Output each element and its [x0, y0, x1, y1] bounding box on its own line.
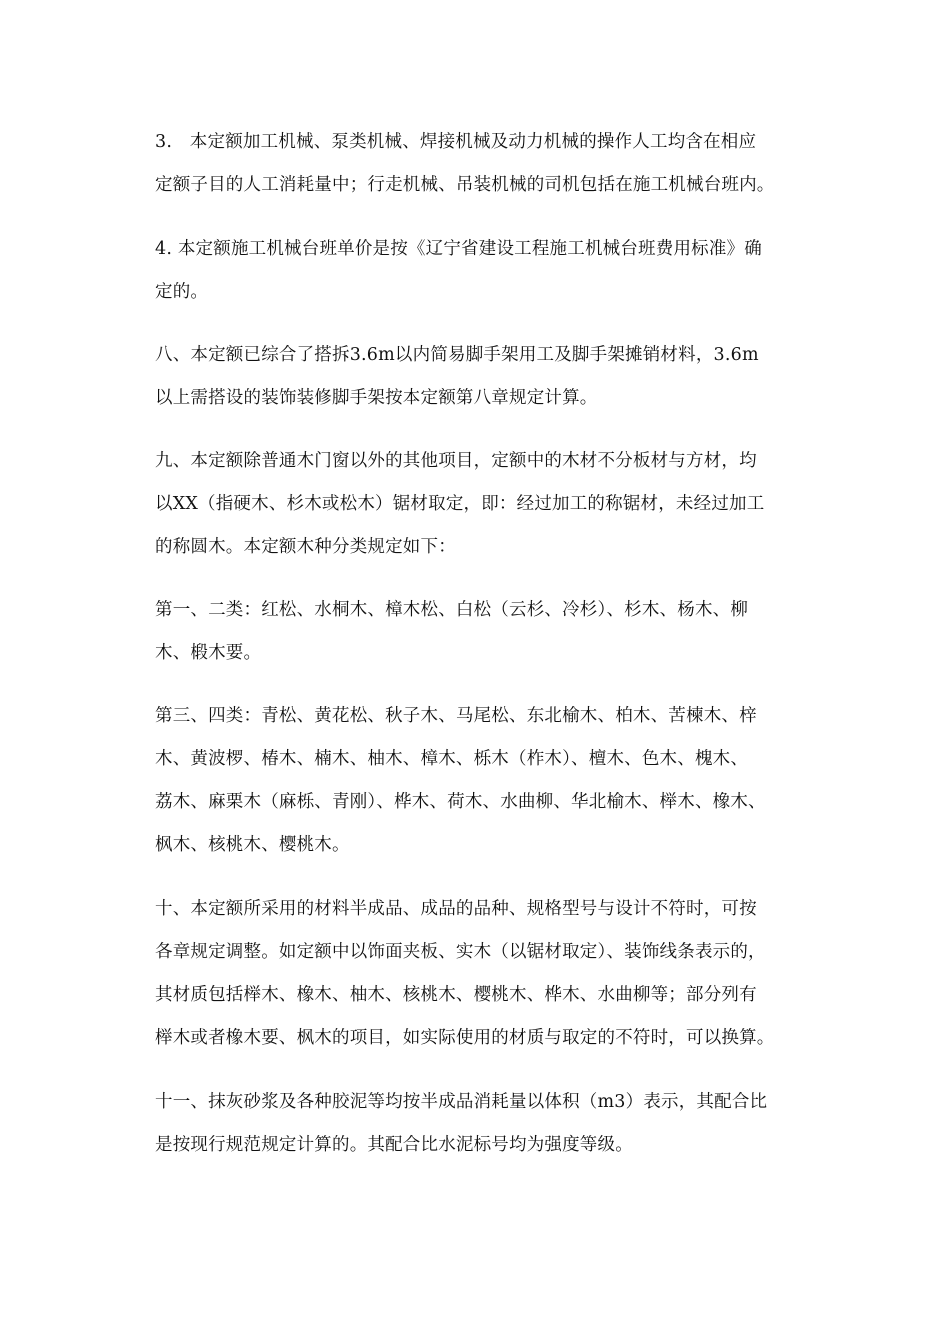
text-line: 4. 本定额施工机械台班单价是按《辽宁省建设工程施工机械台班费用标准》确 [155, 239, 762, 259]
text-line: 是按现行规范规定计算的。其配合比水泥标号均为强度等级。 [155, 1135, 633, 1155]
text-line: 木、黄波椤、椿木、楠木、柚木、樟木、栎木（柞木）、檀木、色木、槐木、 [155, 749, 749, 769]
text-line: 以XX（指硬木、杉木或松木）锯材取定，即：经过加工的称锯材，未经过加工 [155, 494, 765, 514]
text-line: 3. 本定额加工机械、泵类机械、焊接机械及动力机械的操作人工均含在相应 [155, 132, 757, 152]
text-line: 定额子目的人工消耗量中；行走机械、吊装机械的司机包括在施工机械台班内。 [155, 175, 775, 195]
text-line: 以上需搭设的装饰装修脚手架按本定额第八章规定计算。 [155, 388, 598, 408]
text-line: 其材质包括榉木、橡木、柚木、核桃木、樱桃木、桦木、水曲柳等；部分列有 [155, 985, 757, 1005]
text-line: 枫木、核桃木、樱桃木。 [155, 835, 350, 855]
paragraph-machinery-price [155, 228, 827, 314]
text-line: 十、本定额所采用的材料半成品、成品的品种、规格型号与设计不符时，可按 [155, 899, 757, 919]
paragraph-scaffolding [155, 334, 827, 420]
text-line: 荔木、麻栗木（麻栎、青刚）、桦木、荷木、水曲柳、华北榆木、榉木、橡木、 [155, 792, 766, 812]
text-line: 十一、抹灰砂浆及各种胶泥等均按半成品消耗量以体积（m3）表示，其配合比 [155, 1092, 768, 1112]
paragraph-wood-class-1-2 [155, 589, 827, 675]
text-line: 定的。 [155, 282, 209, 302]
text-line: 榉木或者橡木要、枫木的项目，如实际使用的材质与取定的不符时，可以换算。 [155, 1028, 775, 1048]
paragraph-machinery-labor [155, 121, 827, 207]
text-line: 木、椴木要。 [155, 643, 262, 663]
paragraph-mortar [155, 1081, 827, 1167]
text-line: 第一、二类：红松、水桐木、樟木松、白松（云杉、冷杉）、杉木、杨木、柳 [155, 600, 749, 620]
text-line: 第三、四类：青松、黄花松、秋子木、马尾松、东北榆木、柏木、苦楝木、梓 [155, 706, 757, 726]
text-line: 的称圆木。本定额木种分类规定如下： [155, 537, 456, 557]
text-line: 九、本定额除普通木门窗以外的其他项目，定额中的木材不分板材与方材，均 [155, 451, 757, 471]
paragraph-timber [155, 440, 827, 569]
paragraph-wood-class-3-4 [155, 695, 827, 867]
text-line: 各章规定调整。如定额中以饰面夹板、实木（以锯材取定）、装饰线条表示的， [155, 942, 766, 962]
text-line: 八、本定额已综合了搭拆3.6m以内简易脚手架用工及脚手架摊销材料，3.6m [155, 345, 759, 365]
paragraph-materials [155, 888, 827, 1060]
